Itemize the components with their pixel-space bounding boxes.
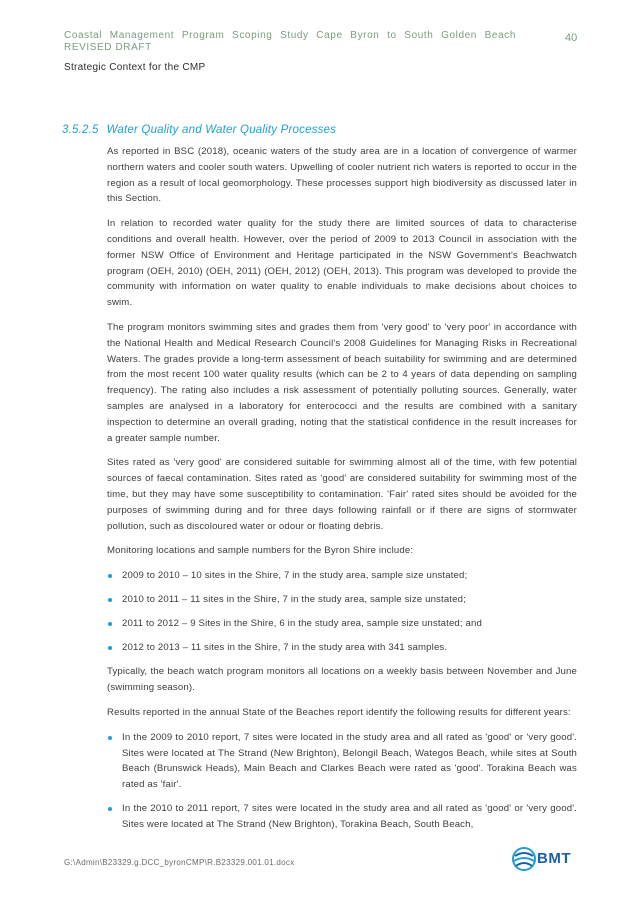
chapter-title: Strategic Context for the CMP	[64, 62, 206, 73]
bullet-icon	[108, 574, 112, 578]
bullet-icon	[108, 646, 112, 650]
section-title: Water Quality and Water Quality Processes	[106, 124, 337, 136]
bullet-icon	[108, 598, 112, 602]
list-item: In the 2009 to 2010 report, 7 sites were located in the study area and all rated as 'good' or 'very good'. Sites were located at The Strand (New Brighton), Belongil Beach, Wategos Beach, while sites at South Beach (Brunswick Heads), Main Beach and Clarkes Beach were rated as 'good'. Torakina Beach was rated as 'fair'.	[107, 730, 577, 793]
bullet-icon	[108, 622, 112, 626]
monitoring-list	[107, 568, 577, 655]
list-item: 2009 to 2010 – 10 sites in the Shire, 7 in the study area, sample size unstated;	[107, 568, 577, 584]
paragraph: Monitoring locations and sample numbers for the Byron Shire include:	[107, 545, 414, 557]
paragraph: Typically, the beach watch program monitors all locations on a weekly basis between November and June (swimming season).	[107, 666, 577, 694]
results-list	[107, 730, 577, 833]
paragraph: The program monitors swimming sites and grades them from 'very good' to 'very poor' in accordance with the National Health and Medical Research Council's 2008 Guidelines for Managing Risks in Recreational Waters. The grades provide a long-term assessment of beach suitability for swimming and are determined from the most recent 100 water quality results (which can be 2 to 4 years of data depending on sampling frequency). The rating also includes a risk assessment of potentially polluting sources. Generally, water samples are analysed in a laboratory for enterococci and the results are combined with a sanitary inspection to determine an overall grading, noting that the statistical confidence in the result increases for a greater sample number.	[107, 321, 577, 444]
globe-icon	[511, 844, 537, 874]
paragraph: Sites rated as 'very good' are considered suitable for swimming almost all of the time, with few potential sources of faecal contamination. Sites rated as 'good' are considered suitability for swimming most of the time, but they may have some susceptibility to contamination. 'Fair' rated sites should be avoided for the purposes of swimming during and for three days following rainfall or if there are signs of stormwater pollution, such as discoloured water or odour or floating debris.	[107, 457, 577, 532]
bullet-icon	[108, 736, 112, 740]
section-heading	[62, 124, 336, 136]
bullet-icon	[108, 807, 112, 811]
paragraph: As reported in BSC (2018), oceanic waters of the study area are in a location of convergence of warmer northern waters and cooler south waters. Upwelling of cooler nutrient rich waters is reported to occur in the region as a result of local geomorphology. These processes support high biodiversity as discussed later in this Section.	[107, 146, 577, 205]
section-number: 3.5.2.5	[62, 124, 99, 136]
body-text	[107, 144, 577, 841]
list-item: 2012 to 2013 – 11 sites in the Shire, 7 in the study area with 341 samples.	[107, 640, 577, 656]
page-number: 40	[565, 32, 578, 44]
list-item: In the 2010 to 2011 report, 7 sites were located in the study area and all rated as 'good' or 'very good'. Sites were located at The Strand (New Brighton), Torakina Beach, South Beach,	[107, 801, 577, 833]
list-item: 2010 to 2011 – 11 sites in the Shire, 7 in the study area, sample size unstated;	[107, 592, 577, 608]
page-header	[64, 30, 584, 73]
file-path: G:\Admin\B23329.g.DCC_byronCMP\R.B23329.001.01.docx	[64, 858, 295, 867]
list-item: 2011 to 2012 – 9 Sites in the Shire, 6 in the study area, sample size unstated; and	[107, 616, 577, 632]
paragraph: In relation to recorded water quality for the study there are limited sources of data to characterise conditions and overall health. However, over the period of 2009 to 2013 Council in association with the former NSW Office of Environment and Heritage participated in the NSW Government's Beachwatch program (OEH, 2010) (OEH, 2011) (OEH, 2012) (OEH, 2013). This program was developed to provide the community with information on water quality to enable individuals to make decisions about choices to swim.	[107, 218, 577, 309]
document-title: Coastal Management Program Scoping Study Cape Byron to South Golden Beach REVISED DRAFT	[64, 30, 516, 53]
bmt-logo	[511, 844, 581, 874]
paragraph: Results reported in the annual State of the Beaches report identify the following results for different years:	[107, 706, 571, 718]
logo-text: BMT	[537, 850, 571, 867]
